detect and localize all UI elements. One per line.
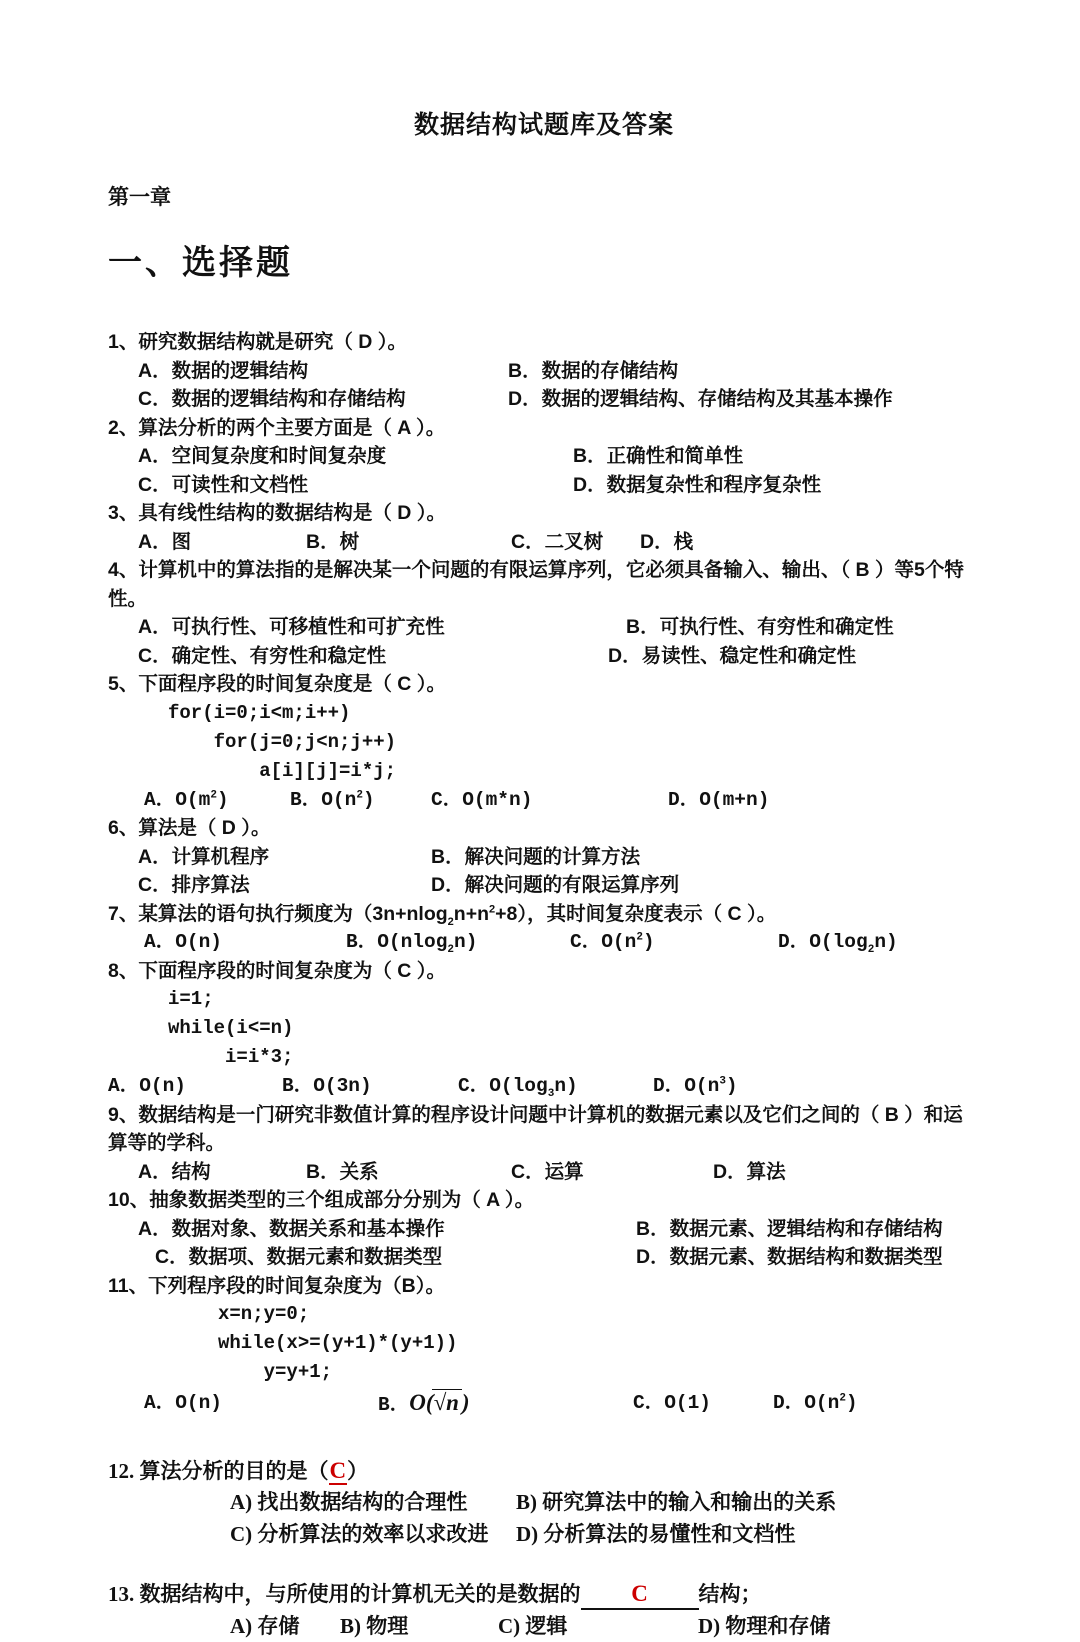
option-a[interactable]: A．O(n) [108,1072,186,1101]
option-group [108,1215,980,1272]
option-row [108,613,980,642]
option-b[interactable]: B．数据元素、逻辑结构和存储结构 [636,1215,943,1244]
option-row [108,442,980,471]
option-c[interactable]: C．$O(\log_3n)$ [458,1072,578,1101]
option-row [108,1518,980,1550]
option-row [108,642,980,671]
option-c[interactable]: C．数据项、数据元素和数据类型 [155,1243,442,1272]
option-row [108,385,980,414]
question-list [108,328,980,1642]
section-heading: 一、选择题 [108,235,980,284]
question-stem: 11、下列程序段的时间复杂度为（B）。 [108,1272,980,1301]
question-stem-prefix: 12. 算法分析的目的是（ [108,1459,329,1483]
option-a[interactable]: A．可执行性、可移植性和可扩充性 [138,613,445,642]
option-a[interactable]: A．数据的逻辑结构 [138,357,308,386]
code-block [108,1300,980,1387]
question-item [108,1101,980,1187]
option-row [108,871,980,900]
question-stem: 9、数据结构是一门研究非数值计算的程序设计问题中计算机的数据元素以及它们之间的（ B ）和运算等的学科。 [108,1101,980,1158]
option-row [108,1389,980,1427]
option-row [108,1243,980,1272]
code-line: x=n;y=0; [218,1303,309,1325]
option-row [108,528,980,557]
question-item [108,328,980,414]
question-stem: 2、算法分析的两个主要方面是（ A ）。 [108,414,980,443]
option-d[interactable]: D．栈 [640,528,693,557]
option-row [108,786,980,815]
option-c[interactable]: C．确定性、有穷性和稳定性 [138,642,386,671]
option-row [108,1215,980,1244]
question-stem: 1、研究数据结构就是研究（ D ）。 [108,328,980,357]
question-item [108,1580,980,1642]
question-stem: 7、某算法的语句执行频度为$(3n+nlog_2n+n^2+8)$，其时间复杂度表示（ C ）。 [108,900,980,929]
option-b[interactable]: B．$O(n^2)$ [290,786,375,815]
code-line: y=y+1; [218,1361,332,1383]
option-b-math: O(√n ) [409,1390,469,1415]
chapter-heading: 第一章 [108,181,980,211]
code-line: a[i][j]=i*j; [168,760,396,782]
option-a[interactable]: A．O(n) [144,1389,222,1418]
option-c[interactable]: C．排序算法 [138,871,250,900]
option-group [108,442,980,499]
option-group [108,1610,980,1642]
option-c[interactable]: C．可读性和文档性 [138,471,308,500]
option-a[interactable]: A．结构 [138,1158,211,1187]
question-item [108,1272,980,1428]
option-group [108,1072,980,1101]
option-a[interactable]: A) 存储 [230,1610,299,1642]
question-stem: 8、下面程序段的时间复杂度为（ C ）。 [108,957,980,986]
option-d[interactable]: D．$O(n^2)$ [773,1389,858,1418]
spacer [108,1550,980,1580]
question-stem: 6、算法是（ D ）。 [108,814,980,843]
question-stem: 3、具有线性结构的数据结构是（ D ）。 [108,499,980,528]
option-b[interactable]: B．O(3n) [282,1072,372,1101]
option-group [108,357,980,414]
option-group [108,786,980,815]
option-c[interactable]: C．O(1) [633,1389,711,1418]
question-item [108,1457,980,1550]
option-group [108,528,980,557]
option-d[interactable]: D．解决问题的有限运算序列 [431,871,679,900]
question-stem-suffix: 结构； [699,1582,762,1606]
option-d[interactable]: D) 物理和存储 [698,1610,830,1642]
question-stem: 4、计算机中的算法指的是解决某一个问题的有限运算序列，它必须具备输入、输出、（ B ）等5个特性。 [108,556,980,613]
option-b[interactable]: B) 物理 [340,1610,408,1642]
code-line: i=1; [168,988,214,1010]
question-item [108,670,980,814]
question-item [108,556,980,670]
option-c[interactable]: C) 逻辑 [498,1610,567,1642]
option-d[interactable]: D．数据元素、数据结构和数据类型 [636,1243,943,1272]
question-item [108,499,980,556]
option-a[interactable]: A) 找出数据结构的合理性 [230,1486,467,1518]
option-d[interactable]: D．易读性、稳定性和确定性 [608,642,856,671]
question-stem: 5、下面程序段的时间复杂度是（ C ）。 [108,670,980,699]
option-a[interactable]: A．数据对象、数据关系和基本操作 [138,1215,445,1244]
option-b[interactable]: B．树 [306,528,359,557]
option-c[interactable]: C．二叉树 [511,528,603,557]
page-title: 数据结构试题库及答案 [108,105,980,141]
option-b[interactable] [378,1389,470,1420]
question-stem-suffix: ） [347,1459,368,1483]
code-line: i=i*3; [168,1046,293,1068]
option-c[interactable]: C) 分析算法的效率以求改进 [230,1518,488,1550]
option-group [108,843,980,900]
option-d[interactable]: D．数据的逻辑结构、存储结构及其基本操作 [508,385,893,414]
option-b[interactable]: B．数据的存储结构 [508,357,678,386]
option-b[interactable]: B．可执行性、有穷性和确定性 [626,613,894,642]
option-row [108,471,980,500]
answer-mark: C [630,1581,649,1606]
option-d[interactable]: D．$O(\log_2n)$ [778,928,898,957]
question-item [108,414,980,500]
question-stem [108,1580,980,1611]
question-item [108,900,980,957]
code-line: for(i=0;i<m;i++) [168,702,350,724]
option-a[interactable]: A．$O(m^2)$ [144,786,229,815]
option-row [108,928,980,957]
code-line: while(x>=(y+1)*(y+1)) [218,1332,457,1354]
option-a[interactable]: A．O(n) [144,928,222,957]
option-b[interactable]: B．解决问题的计算方法 [431,843,640,872]
option-row [108,1158,980,1187]
option-d[interactable]: D．O(m+n) [668,786,769,815]
document-body [108,0,980,1642]
question-stem-prefix: 13. 数据结构中，与所使用的计算机无关的是数据的 [108,1582,581,1606]
option-row [108,1072,980,1101]
option-row [108,357,980,386]
option-d[interactable]: D．数据复杂性和程序复杂性 [573,471,821,500]
answer-blank [581,1580,699,1611]
option-row [108,1486,980,1518]
option-c[interactable]: C．$O(n^2)$ [570,928,655,957]
code-line: for(j=0;j<n;j++) [168,731,396,753]
option-b[interactable]: B．关系 [306,1158,379,1187]
option-group [108,1389,980,1427]
question-item [108,814,980,900]
option-d[interactable]: D．$O(n^3)$ [653,1072,738,1101]
code-block [108,699,980,786]
question-item [108,957,980,1101]
option-c[interactable]: C．数据的逻辑结构和存储结构 [138,385,406,414]
option-a[interactable]: A．空间复杂度和时间复杂度 [138,442,386,471]
option-group [108,928,980,957]
option-group [108,613,980,670]
option-a[interactable]: A．计算机程序 [138,843,269,872]
option-d[interactable]: D) 分析算法的易懂性和文档性 [516,1518,795,1550]
answer-mark: C [329,1458,348,1485]
option-b[interactable]: B．正确性和简单性 [573,442,743,471]
option-c[interactable]: C．O(m*n) [431,786,532,815]
option-row [108,1610,980,1642]
option-row [108,843,980,872]
code-block [108,985,980,1072]
question-item [108,1186,980,1272]
option-group [108,1486,980,1550]
option-group [108,1158,980,1187]
question-stem [108,1457,980,1486]
spacer [108,1427,980,1457]
option-a[interactable]: A．图 [138,528,191,557]
question-stem: 10、抽象数据类型的三个组成部分分别为（ A ）。 [108,1186,980,1215]
option-d[interactable]: D．算法 [713,1158,786,1187]
option-b[interactable]: B．O(nlog$_2$n) [346,928,477,957]
option-b-label: B． [378,1394,409,1416]
code-line: while(i<=n) [168,1017,293,1039]
option-c[interactable]: C．运算 [511,1158,584,1187]
option-b[interactable]: B) 研究算法中的输入和输出的关系 [516,1486,836,1518]
